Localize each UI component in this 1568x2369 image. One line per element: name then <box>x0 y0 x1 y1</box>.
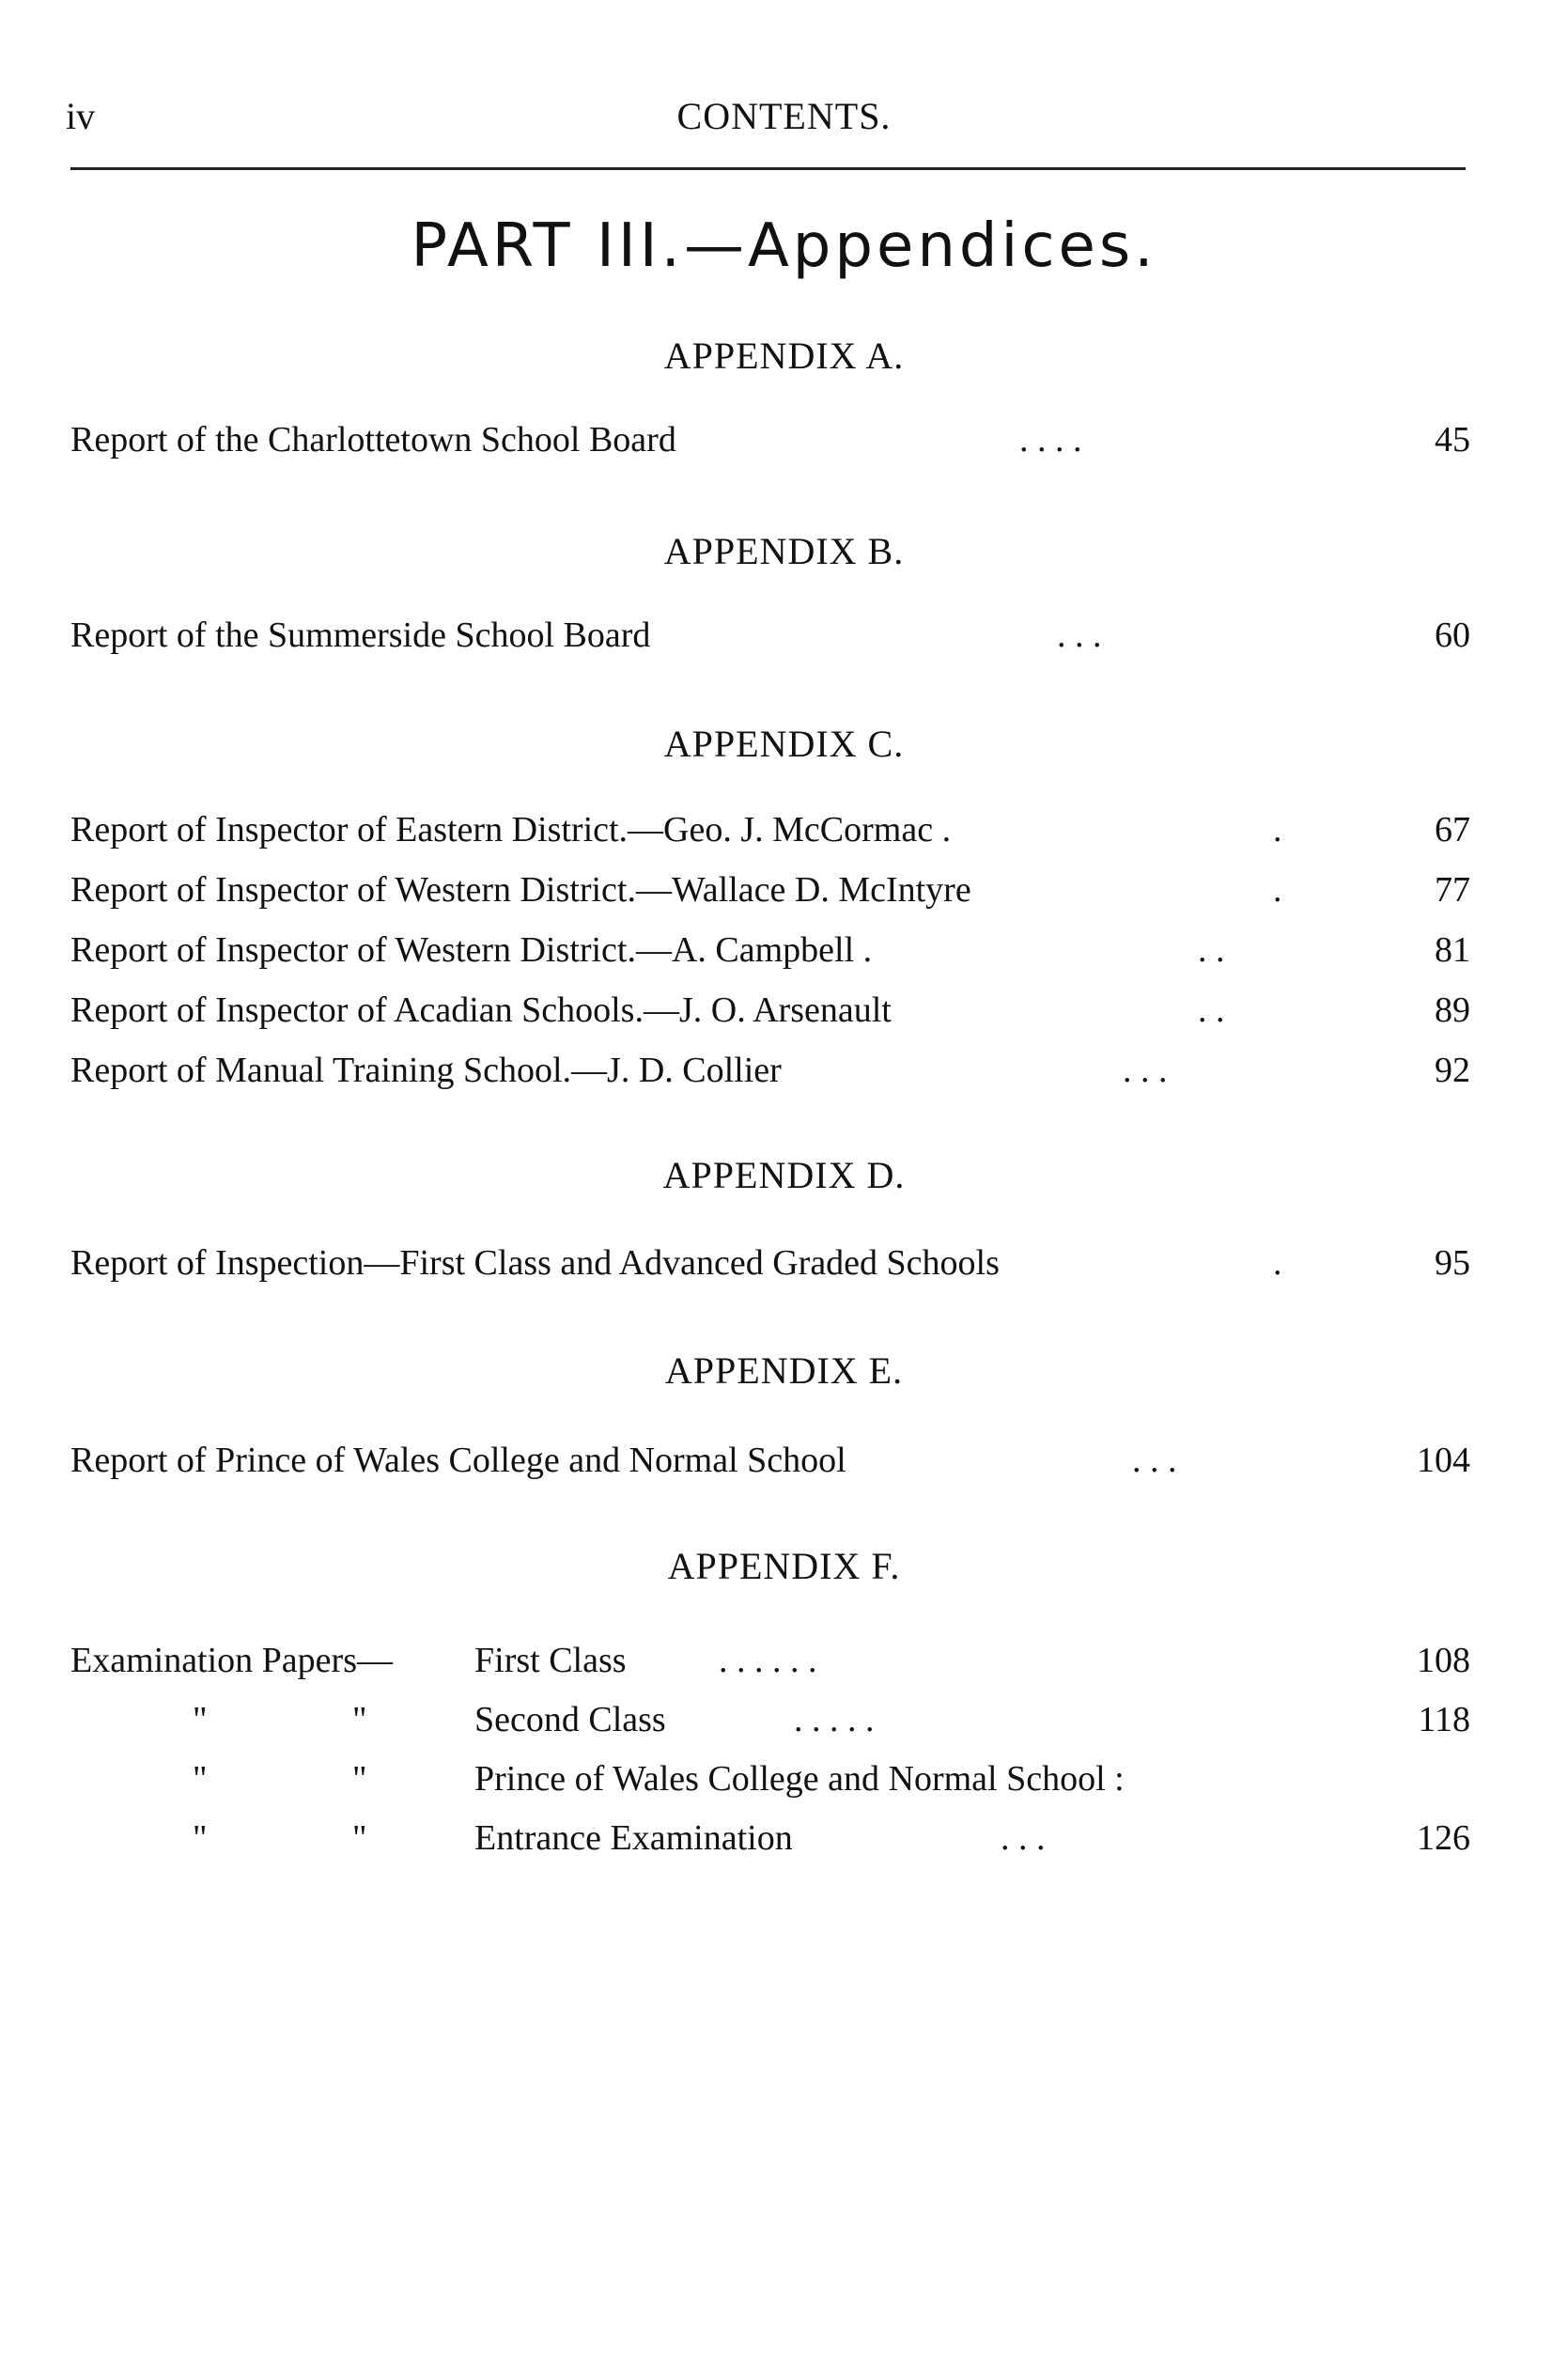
toc-entry-acadian-schools[interactable] <box>70 990 1470 1036</box>
ditto-mark: " <box>193 1818 208 1858</box>
appendix-a-heading: APPENDIX A. <box>663 335 905 377</box>
page-number: iv <box>66 95 96 137</box>
toc-entry-exam-entrance[interactable] <box>70 1817 1470 1864</box>
entry-text: Report of Inspector of Western District.—Wallace D. McIntyre <box>70 870 971 910</box>
toc-entry-eastern-district[interactable] <box>70 809 1470 856</box>
toc-entry-manual-training[interactable] <box>70 1050 1470 1097</box>
toc-entry-inspection[interactable] <box>70 1242 1470 1289</box>
entry-leader-dots: . . . <box>1057 616 1102 655</box>
entry-page-number: 45 <box>1435 420 1470 460</box>
entry-leader-dots: . <box>1273 1243 1282 1283</box>
header-rule <box>70 167 1466 170</box>
entry-lead-text: Examination Papers— <box>70 1641 393 1680</box>
part-title: PART III.—Appendices. <box>411 211 1157 281</box>
toc-entry-western-district-campbell[interactable] <box>70 929 1470 976</box>
appendix-b-heading: APPENDIX B. <box>663 530 905 572</box>
entry-page-number: 108 <box>1417 1641 1470 1680</box>
appendix-c-heading: APPENDIX C. <box>663 723 905 765</box>
entry-page-number: 77 <box>1435 870 1470 910</box>
entry-text: First Class <box>474 1641 627 1680</box>
entry-text: Report of Manual Training School.—J. D. Collier <box>70 1051 782 1090</box>
ditto-mark: " <box>352 1700 367 1739</box>
entry-page-number: 126 <box>1417 1818 1470 1858</box>
entry-text: Prince of Wales College and Normal School : <box>474 1759 1125 1799</box>
ditto-mark: " <box>352 1759 367 1799</box>
entry-leader-dots: . . . <box>1001 1818 1046 1858</box>
toc-entry-summerside[interactable] <box>70 615 1470 662</box>
ditto-mark: " <box>352 1818 367 1858</box>
toc-entry-exam-prince-of-wales[interactable] <box>70 1758 1470 1805</box>
entry-leader-dots: . . . <box>1132 1441 1177 1480</box>
ditto-mark: " <box>193 1759 208 1799</box>
entry-text: Report of Inspection—First Class and Advanced Graded Schools <box>70 1243 1000 1283</box>
appendix-f-heading: APPENDIX F. <box>667 1545 901 1587</box>
entry-page-number: 81 <box>1435 930 1470 970</box>
ditto-mark: " <box>193 1700 208 1739</box>
entry-text: Report of Inspector of Acadian Schools.—J. O. Arsenault <box>70 990 892 1030</box>
toc-entry-exam-first-class[interactable] <box>70 1640 1470 1687</box>
entry-leader-dots: . <box>1273 870 1282 910</box>
entry-leader-dots: . . . . . . <box>719 1641 817 1680</box>
entry-page-number: 104 <box>1417 1441 1470 1480</box>
toc-entry-exam-second-class[interactable] <box>70 1699 1470 1746</box>
entry-page-number: 89 <box>1435 990 1470 1030</box>
entry-leader-dots: . . . <box>1123 1051 1168 1090</box>
toc-entry-charlottetown[interactable] <box>70 419 1470 466</box>
entry-leader-dots: . . <box>1198 930 1225 970</box>
entry-leader-dots: . . . . . <box>794 1700 875 1739</box>
entry-text: Report of Inspector of Western District.—A. Campbell . <box>70 930 873 970</box>
entry-text: Report of the Summerside School Board <box>70 616 651 655</box>
entry-text: Second Class <box>474 1700 666 1739</box>
entry-leader-dots: . . <box>1198 990 1225 1030</box>
entry-page-number: 67 <box>1435 810 1470 849</box>
entry-page-number: 118 <box>1418 1700 1470 1739</box>
entry-text: Report of Prince of Wales College and Normal School <box>70 1441 846 1480</box>
entry-text: Entrance Examination <box>474 1818 793 1858</box>
entry-page-number: 95 <box>1435 1243 1470 1283</box>
toc-entry-western-district-mcintyre[interactable] <box>70 869 1470 916</box>
appendix-e-heading: APPENDIX E. <box>664 1349 904 1392</box>
entry-page-number: 92 <box>1435 1051 1470 1090</box>
appendix-d-heading: APPENDIX D. <box>662 1154 906 1196</box>
toc-entry-prince-of-wales[interactable] <box>70 1440 1470 1487</box>
entry-leader-dots: . . . . <box>1019 420 1082 460</box>
entry-text: Report of the Charlottetown School Board <box>70 420 676 460</box>
entry-text: Report of Inspector of Eastern District.—Geo. J. McCormac . <box>70 810 952 849</box>
entry-page-number: 60 <box>1435 616 1470 655</box>
running-head: CONTENTS. <box>676 95 892 137</box>
entry-leader-dots: . <box>1273 810 1282 849</box>
